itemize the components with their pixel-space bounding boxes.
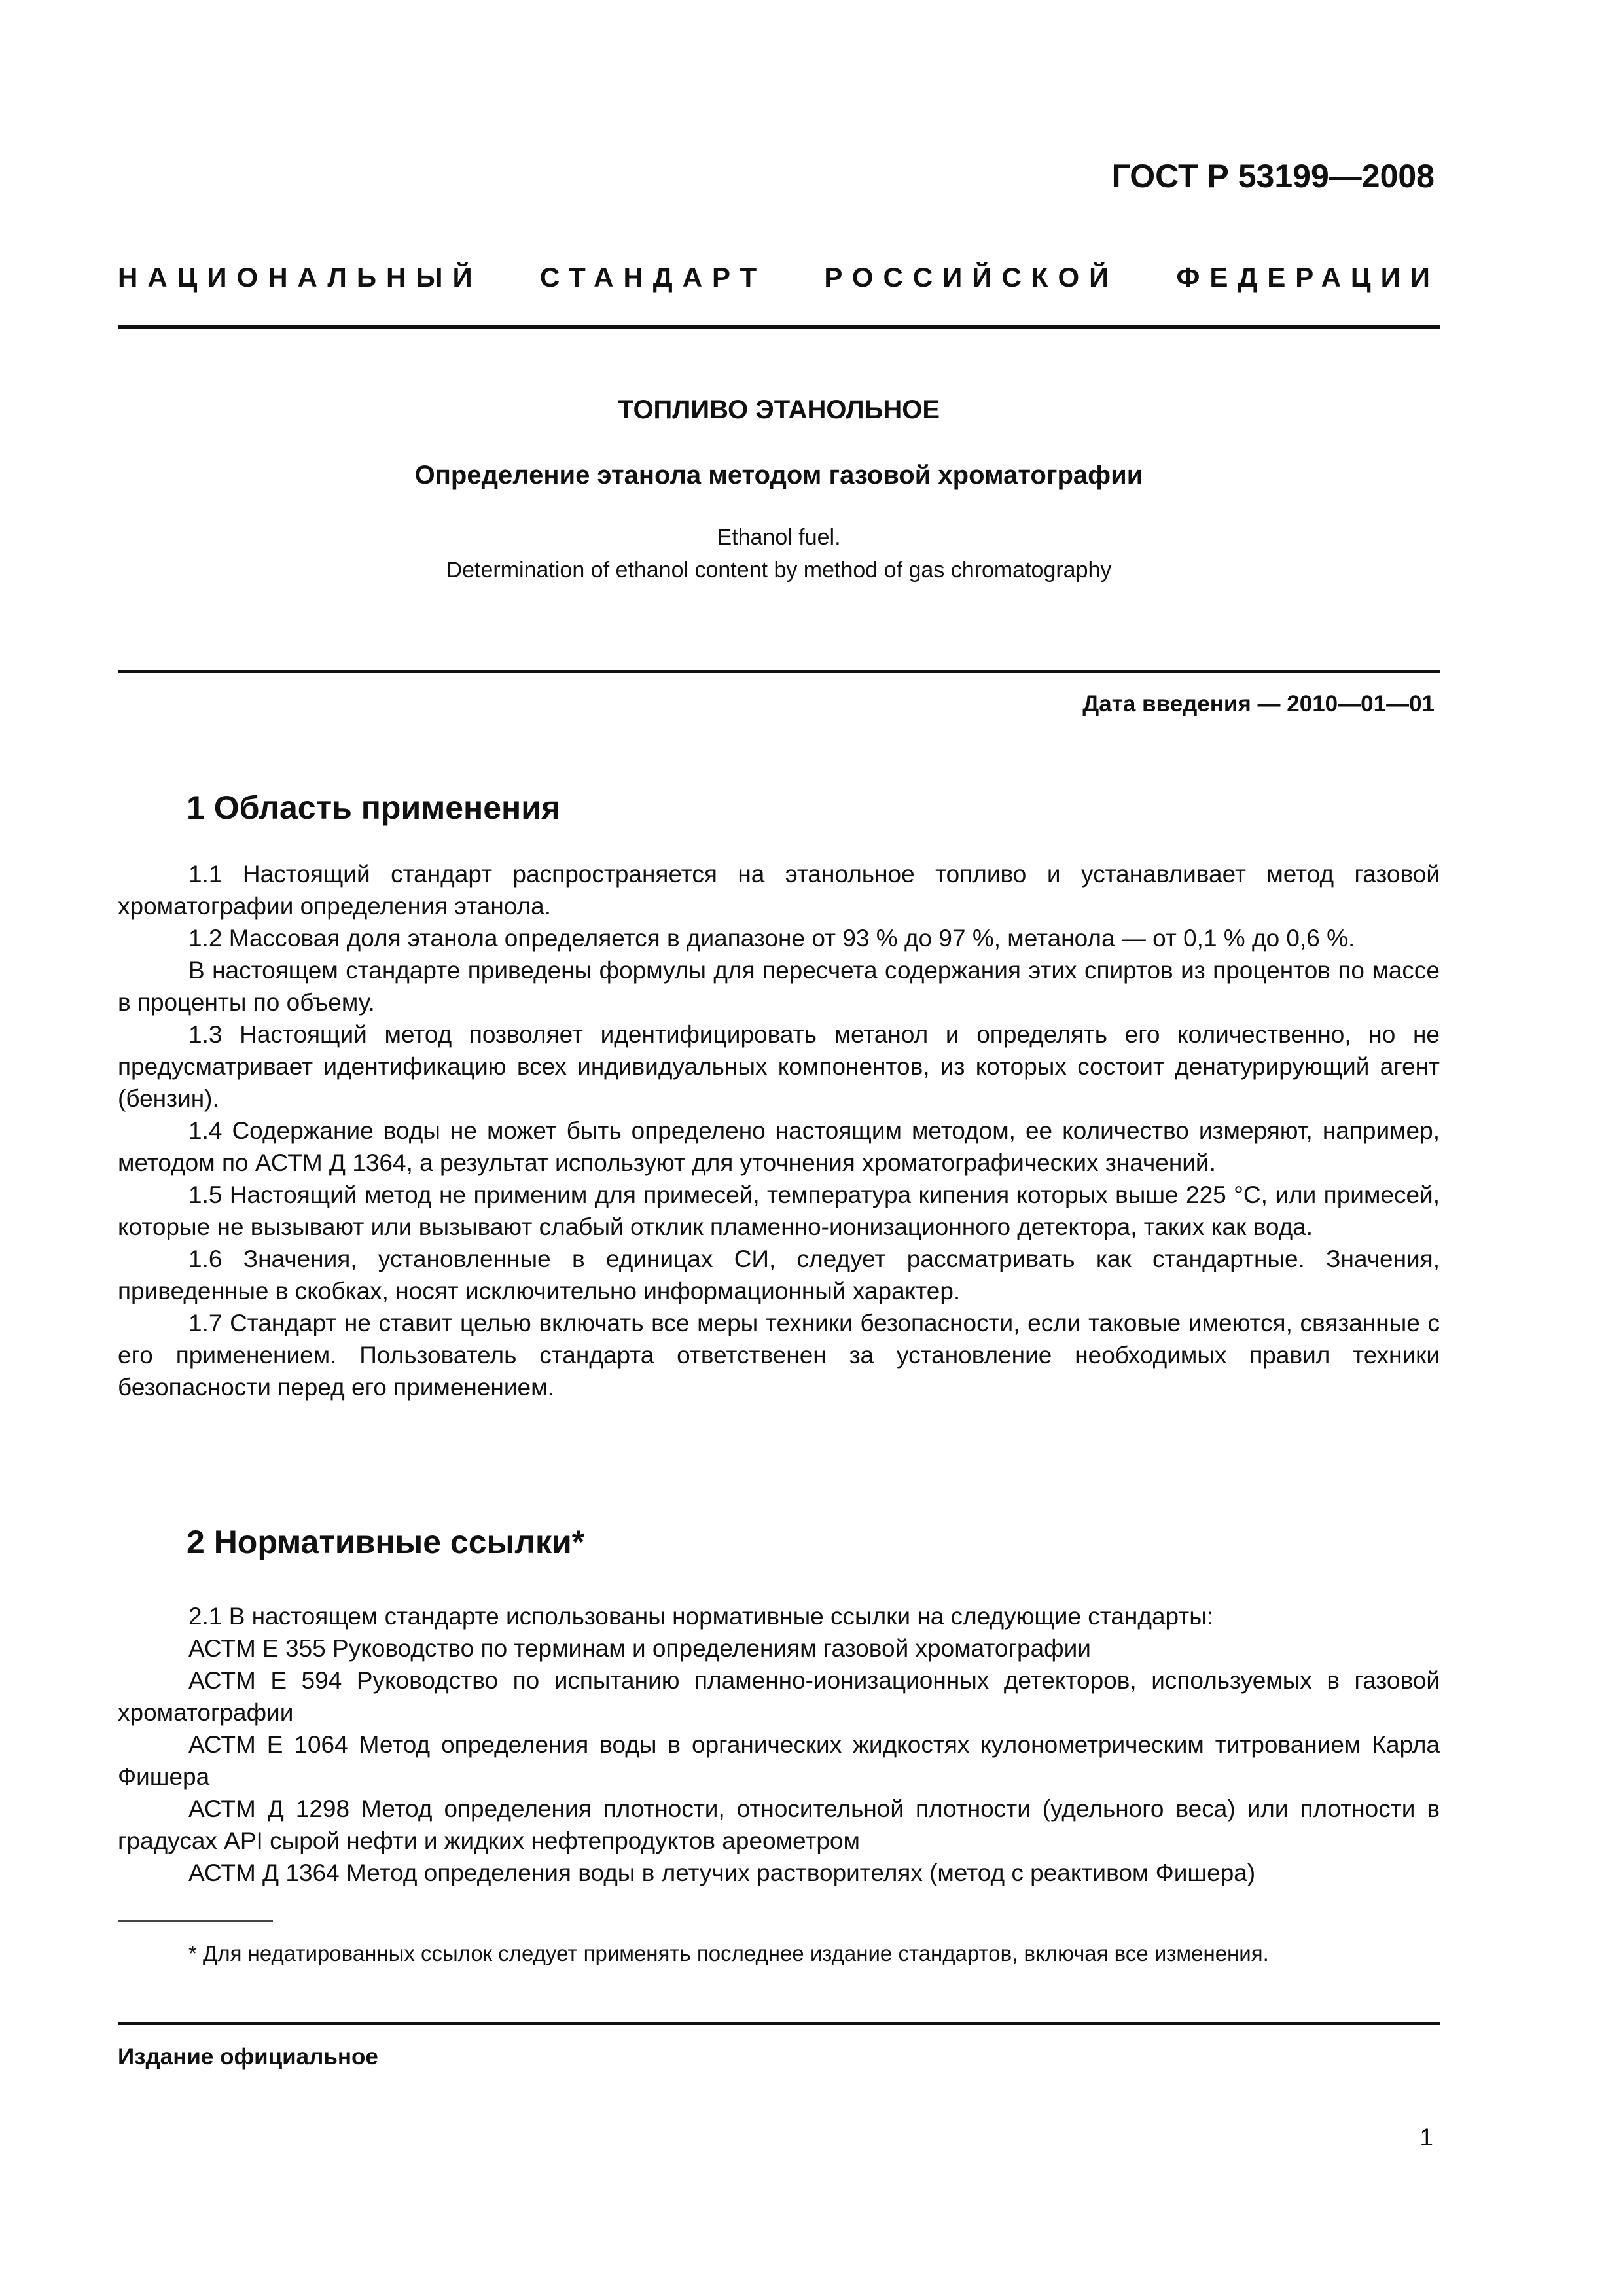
banner-word: НАЦИОНАЛЬНЫЙ	[118, 262, 482, 293]
section-heading-references: 2 Нормативные ссылки*	[187, 1524, 585, 1560]
introduction-date: Дата введения — 2010—01—01	[1082, 691, 1435, 717]
paragraph: 2.1 В настоящем стандарте использованы нормативные ссылки на следующие стандарты:	[188, 1603, 1214, 1630]
section-body-references	[118, 1600, 1440, 1889]
reference-item: АСТМ Е 355 Руководство по терминам и определениям газовой хроматографии	[188, 1635, 1091, 1662]
section-heading-scope: 1 Область применения	[187, 789, 561, 826]
reference-item: АСТМ Д 1364 Метод определения воды в летучих растворителях (метод с реактивом Фишера)	[188, 1859, 1256, 1886]
paragraph: 1.3 Настоящий метод позволяет идентифицировать метанол и определять его количественно, но не предусматривает идентификацию всех индивидуальных компонентов, из которых состоит денатурирующий агент (бензин).	[118, 1021, 1440, 1112]
title-divider	[118, 670, 1440, 673]
paragraph: 1.5 Настоящий метод не применим для примесей, температура кипения которых выше 225 °С, или примесей, которые не вызывают или вызывают слабый отклик пламенно-ионизационного детектора, таких как вода.	[118, 1181, 1440, 1240]
page-number: 1	[1419, 2124, 1433, 2151]
paragraph: 1.4 Содержание воды не может быть определено настоящим методом, ее количество измеряют, например, методом по АСТМ Д 1364, а результат используют для уточнения хроматографических значений.	[118, 1117, 1440, 1176]
section-body-scope	[118, 858, 1440, 1403]
paragraph: 1.1 Настоящий стандарт распространяется на этанольное топливо и устанавливает метод газовой хроматографии определения этанола.	[118, 861, 1440, 920]
footnote-separator	[118, 1920, 273, 1922]
reference-item: АСТМ Д 1298 Метод определения плотности, относительной плотности (удельного веса) или плотности в градусах API сырой нефти и жидких нефтепродуктов ареометром	[118, 1795, 1440, 1854]
banner-word: РОССИЙСКОЙ	[824, 262, 1119, 293]
banner-word: СТАНДАРТ	[539, 262, 767, 293]
english-title	[118, 521, 1440, 586]
footer-divider	[118, 2022, 1440, 2025]
title-block	[118, 390, 1440, 586]
english-title-line: Determination of ethanol content by method of gas chromatography	[446, 558, 1112, 583]
document-code: ГОСТ Р 53199—2008	[1111, 158, 1435, 194]
document-title: ТОПЛИВО ЭТАНОЛЬНОЕ	[618, 395, 940, 424]
banner-word: ФЕДЕРАЦИИ	[1176, 262, 1440, 293]
reference-item: АСТМ Е 1064 Метод определения воды в органических жидкостях кулонометрическим титрованием Карла Фишера	[118, 1731, 1440, 1790]
reference-item: АСТМ Е 594 Руководство по испытанию пламенно-ионизационных детекторов, используемых в газовой хроматографии	[118, 1667, 1440, 1726]
edition-label: Издание официальное	[118, 2044, 378, 2070]
paragraph: 1.6 Значения, установленные в единицах СИ, следует рассматривать как стандартные. Значения, приведенные в скобках, носят исключительно информационный характер.	[118, 1246, 1440, 1304]
english-title-line: Ethanol fuel.	[717, 525, 841, 550]
paragraph: 1.2 Массовая доля этанола определяется в диапазоне от 93 % до 97 %, метанола — от 0,1 % до 0,6 %.	[188, 925, 1355, 952]
header-divider	[118, 325, 1440, 329]
paragraph: 1.7 Стандарт не ставит целью включать все меры техники безопасности, если таковые имеются, связанные с его применением. Пользователь стандарта ответственен за установление необходимых правил техники безопасности перед его применением.	[118, 1310, 1440, 1401]
national-standard-banner	[118, 262, 1440, 293]
footnote: * Для недатированных ссылок следует применять последнее издание стандартов, включая все изменения.	[188, 1941, 1269, 1965]
document-subtitle: Определение этанола методом газовой хроматографии	[414, 461, 1143, 490]
paragraph: В настоящем стандарте приведены формулы для пересчета содержания этих спиртов из процентов по массе в проценты по объему.	[118, 957, 1440, 1016]
